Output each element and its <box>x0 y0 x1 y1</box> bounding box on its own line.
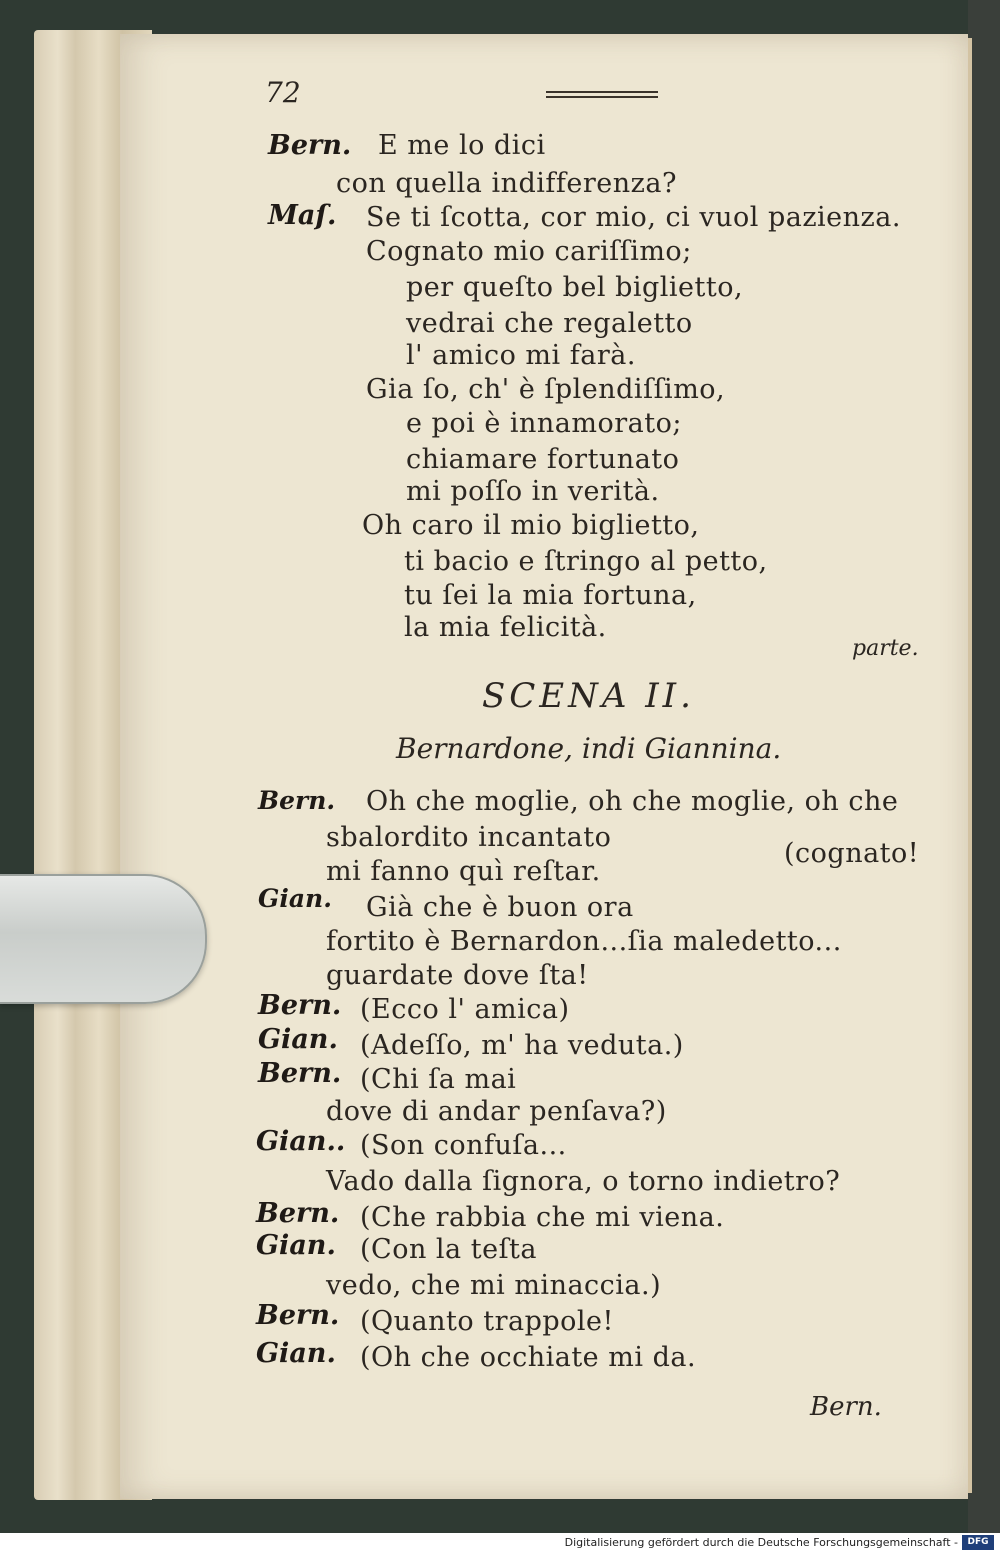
verse-line: mi fanno quì reſtar. <box>326 856 601 887</box>
verse-line: con quella indifferenza? <box>336 168 677 199</box>
scene-title: SCENA II. <box>482 676 695 716</box>
speaker-label: Gian.. <box>256 1126 346 1157</box>
page-number: 72 <box>265 76 301 109</box>
verse-line: (Ecco l' amica) <box>360 994 570 1025</box>
footer-credit: Digitalisierung gefördert durch die Deutsche Forschungsgemeinschaft - <box>564 1536 958 1549</box>
verse-line: Vado dalla ſignora, o torno indietro? <box>326 1166 841 1197</box>
speaker-label: Gian. <box>258 884 332 913</box>
verse-line: (cognato! <box>784 838 920 869</box>
verse-line: (Chi ſa mai <box>360 1064 517 1095</box>
verse-line: Già che è buon ora <box>366 892 634 923</box>
verse-line: e poi è innamorato; <box>406 408 682 439</box>
verse-line: Gia ſo, ch' è ſplendiſſimo, <box>366 374 726 405</box>
verse-line: E me lo dici <box>378 130 546 161</box>
speaker-label: Maſ. <box>268 200 337 231</box>
verse-line: fortito è Bernardon...ſia maledetto... <box>326 926 842 957</box>
stage-direction: parte. <box>852 636 919 661</box>
verse-line: chiamare fortunato <box>406 444 680 475</box>
backdrop-right <box>968 0 1000 1533</box>
verse-line: vedrai che regaletto <box>406 308 693 339</box>
verse-line: (Oh che occhiate mi da. <box>360 1342 697 1373</box>
header-rule <box>546 91 658 98</box>
verse-line: Cognato mio cariſſimo; <box>366 236 692 267</box>
verse-line: (Con la teſta <box>360 1234 538 1265</box>
speaker-label: Gian. <box>256 1230 336 1261</box>
verse-line: (Che rabbia che mi viena. <box>360 1202 725 1233</box>
verse-line: dove di andar penſava?) <box>326 1096 667 1127</box>
verse-line: vedo, che mi minaccia.) <box>326 1270 662 1301</box>
verse-line: l' amico mi farà. <box>406 340 636 371</box>
dfg-logo-icon: DFG <box>962 1535 994 1550</box>
speaker-label: Bern. <box>258 990 342 1021</box>
speaker-label: Gian. <box>256 1338 336 1369</box>
speaker-label: Bern. <box>258 786 336 815</box>
speaker-label: Gian. <box>258 1024 338 1055</box>
speaker-label: Bern. <box>268 130 352 161</box>
page-clip <box>0 874 207 1004</box>
verse-line: (Adeſſo, m' ha veduta.) <box>360 1030 684 1061</box>
verse-line: guardate dove ſta! <box>326 960 589 991</box>
speaker-label: Bern. <box>256 1198 340 1229</box>
verse-line: tu ſei la mia fortuna, <box>404 580 697 611</box>
verse-line: mi poſſo in verità. <box>406 476 660 507</box>
verse-line: per queſto bel biglietto, <box>406 272 744 303</box>
speaker-label: Bern. <box>258 1058 342 1089</box>
speaker-label: Bern. <box>256 1300 340 1331</box>
catchword: Bern. <box>810 1392 882 1422</box>
footer-bar <box>0 1533 1000 1553</box>
verse-line: ti bacio e ſtringo al petto, <box>404 546 768 577</box>
scene-characters: Bernardone, indi Giannina. <box>396 732 782 765</box>
verse-line: sbalordito incantato <box>326 822 612 853</box>
verse-line: (Quanto trappole! <box>360 1306 614 1337</box>
verse-line: Oh che moglie, oh che moglie, oh che <box>366 786 899 817</box>
verse-line: Se ti ſcotta, cor mio, ci vuol pazienza. <box>366 202 901 233</box>
verse-line: la mia felicità. <box>404 612 607 643</box>
verse-line: (Son confuſa... <box>360 1130 567 1161</box>
verse-line: Oh caro il mio biglietto, <box>362 510 700 541</box>
